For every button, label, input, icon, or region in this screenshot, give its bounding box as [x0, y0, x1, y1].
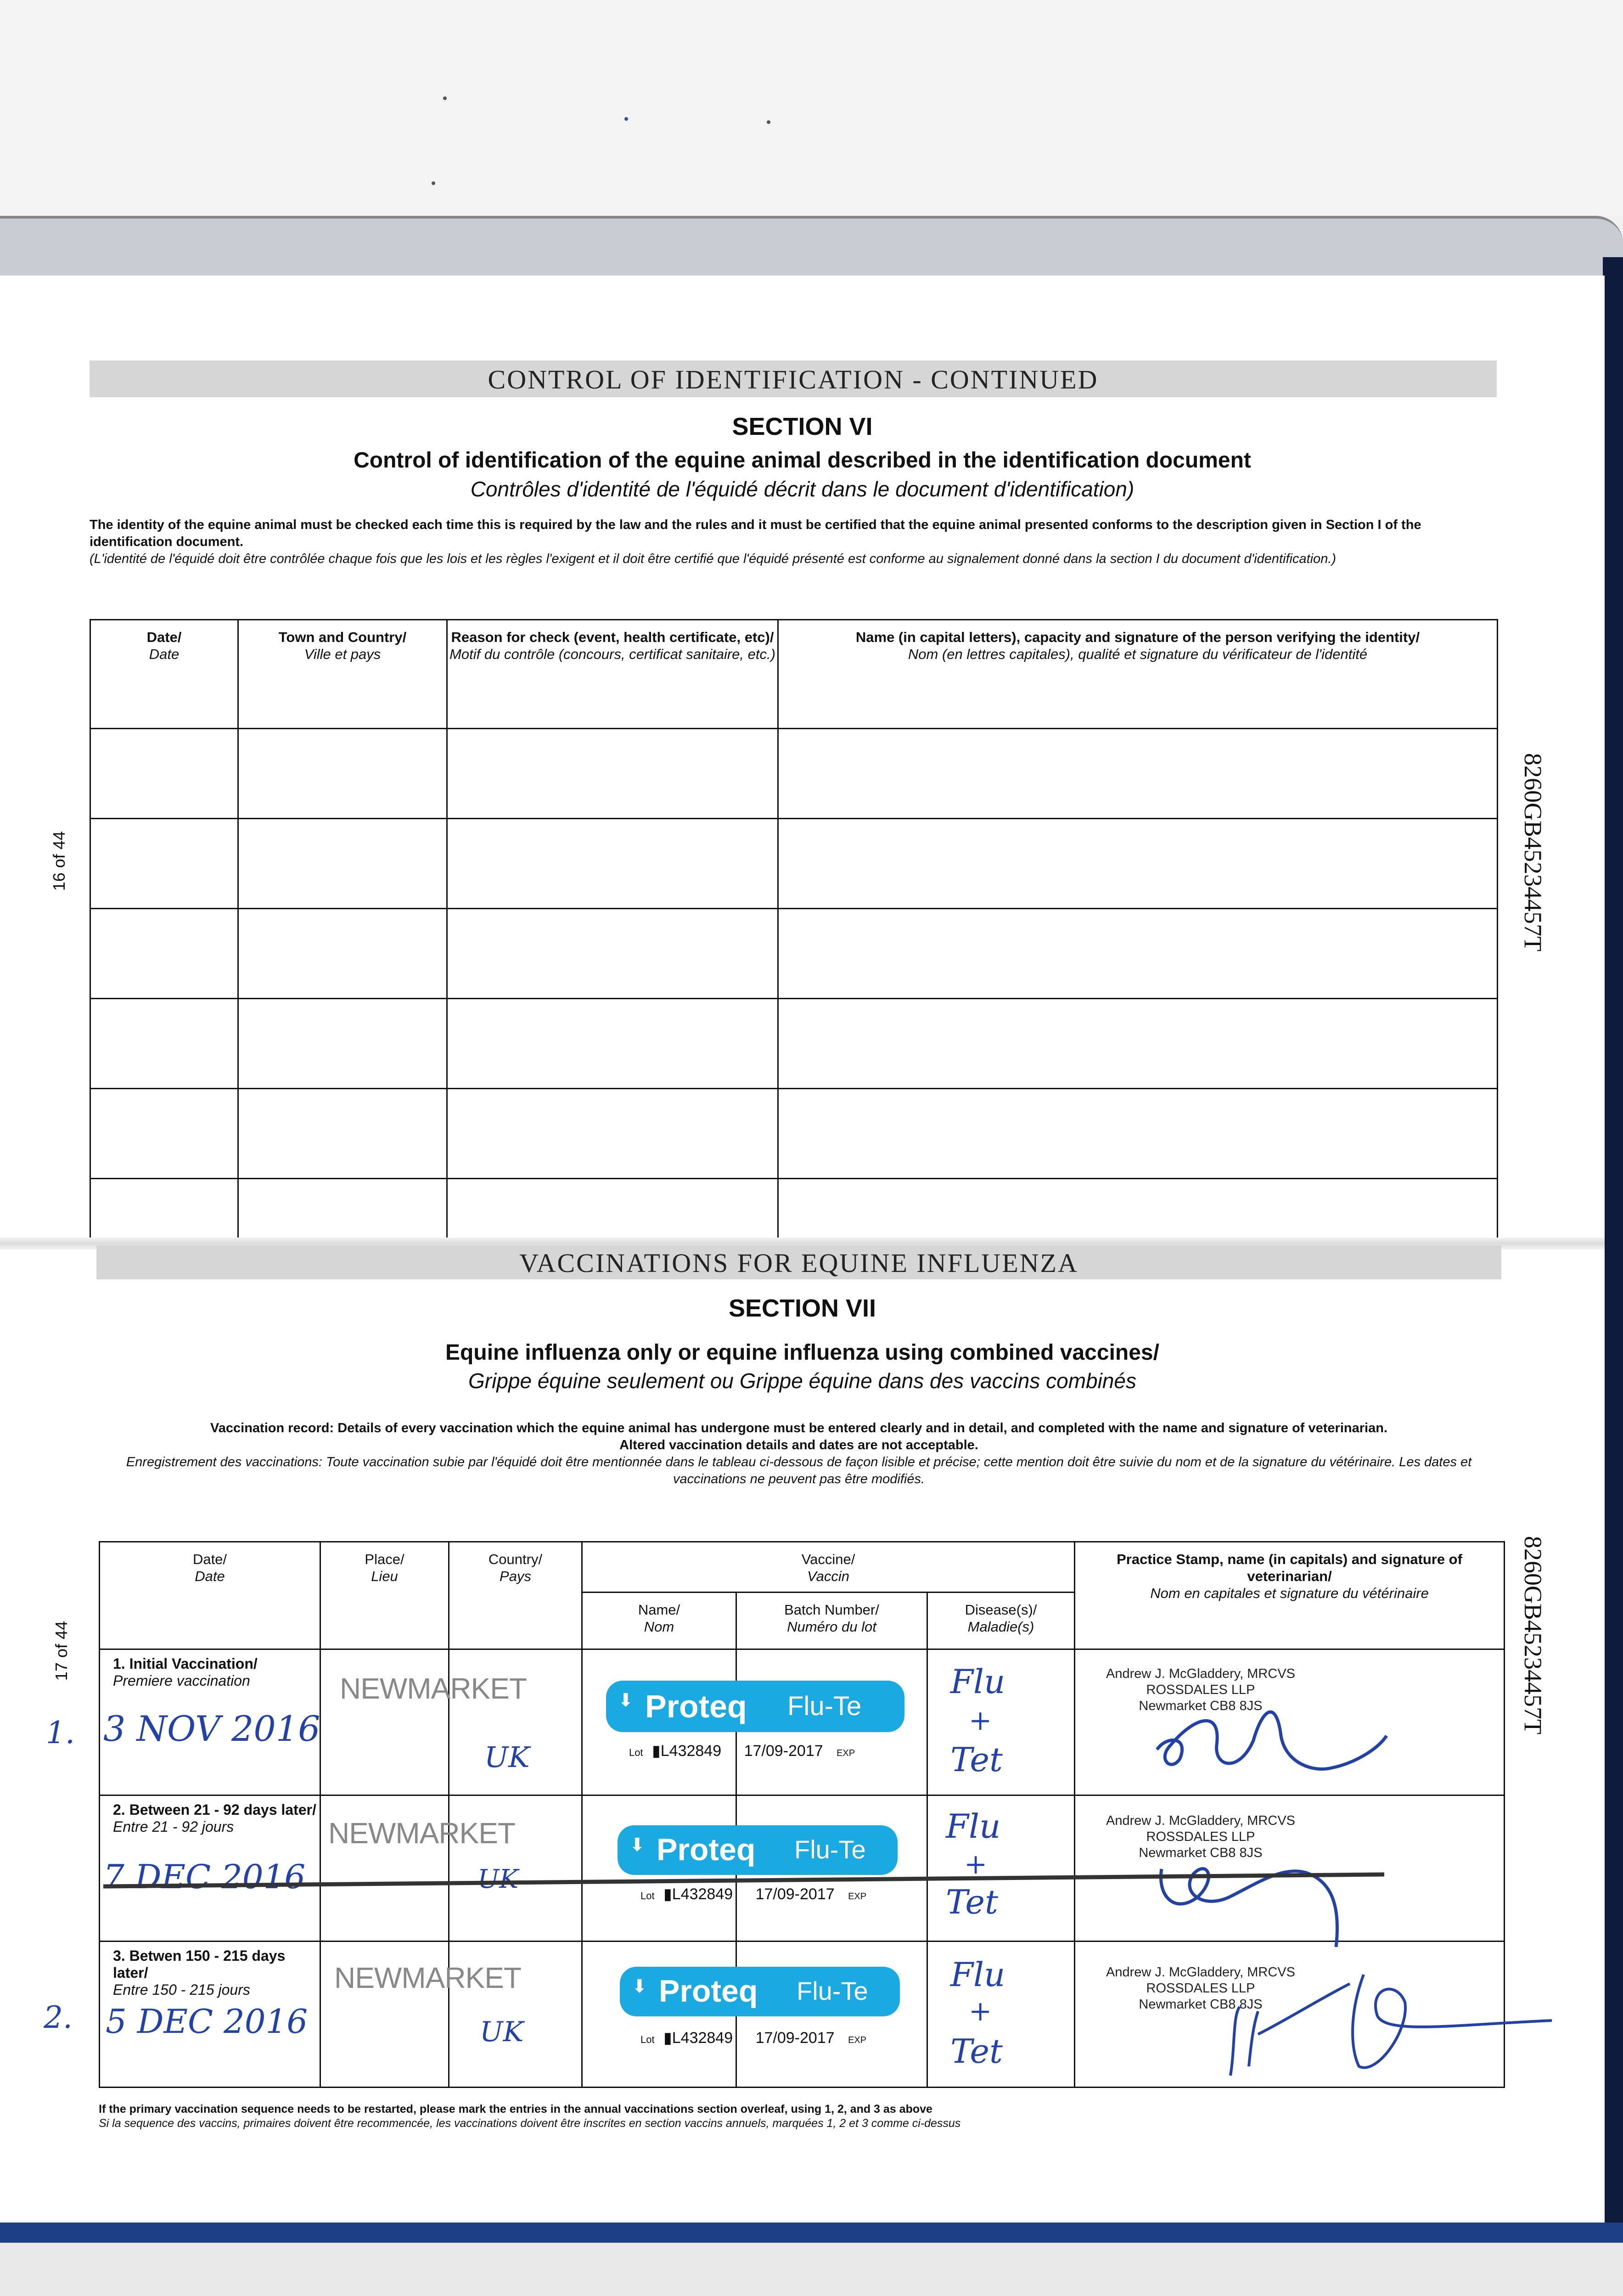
section7-title: Equine influenza only or equine influenza using combined vaccines/ [445, 1340, 1159, 1365]
row-label-cell: 2. Between 21 - 92 days later/ Entre 21 - 92 jours [100, 1795, 320, 1941]
table-header-row [90, 620, 1498, 729]
passport-cover-edge [1603, 257, 1623, 2232]
vet-stamp-2: Andrew J. McGladdery, MRCVS ROSSDALES LLP Newmarket CB8 8JS [1106, 1813, 1296, 1860]
handwritten-country-2: UK [477, 1864, 519, 1894]
passport-cover-bottom [0, 2223, 1623, 2243]
empty-cell[interactable] [238, 1179, 447, 1238]
empty-cell[interactable] [238, 909, 447, 999]
scan-background [0, 0, 1623, 216]
row-label-cell: 1. Initial Vaccination/ Premiere vaccination [100, 1649, 320, 1795]
margin-note-1: 1. [46, 1715, 75, 1750]
section6-title: Control of identification of the equine animal described in the identification document [354, 448, 1251, 473]
section6-notice-fr: (L'identité de l'équidé doit être contrôlée chaque fois que les lois et les règles l'exigent et il doit être certifié que l'équidé présenté est conforme au signalement donné dans la section I du document d'identification.) [90, 551, 1337, 566]
vax-col-disease-header: Disease(s)/ Maladie(s) [927, 1593, 1075, 1649]
empty-cell[interactable] [90, 999, 238, 1089]
row-label-cell: 3. Betwen 150 - 215 days later/ Entre 150 - 215 jours [100, 1941, 320, 2088]
scan-speck [432, 181, 435, 185]
empty-cell[interactable] [778, 729, 1498, 819]
table-row [90, 729, 1498, 819]
vax-col-name-header: Name/ Nom [582, 1593, 736, 1649]
syringe-icon: ⬇ [629, 1835, 645, 1855]
batch-label-1: Lot ▮L432849 17/09-2017 EXP [629, 1742, 855, 1760]
page-number-16: 16 of 44 [50, 831, 68, 891]
vax-col-place-header: Place/ Lieu [320, 1542, 449, 1649]
footnote-fr: Si la sequence des vaccins, primaires doivent être recommencée, les vaccinations doivent être inscrites en section vaccins annuels, marquées 1, 2 et 3 comme ci-dessus [99, 2117, 961, 2130]
disease-1b: + [969, 1705, 992, 1737]
vaccine-label-1 [606, 1681, 904, 1732]
col-verifier-header: Name (in capital letters), capacity and signature of the person verifying the identity/ Nom (en lettres capitales), qualité et signature du vérificateur de l'identité [778, 620, 1498, 729]
table-row [90, 999, 1498, 1089]
table-header-row [100, 1542, 1505, 1593]
empty-cell[interactable] [778, 909, 1498, 999]
vet-signature-1 [1139, 1681, 1423, 1786]
handwritten-country-1: UK [484, 1740, 530, 1774]
disease-1a: Flu [950, 1662, 1005, 1701]
col-town-header: Town and Country/ Ville et pays [238, 620, 447, 729]
section7-footnote [99, 2102, 1522, 2131]
empty-cell[interactable] [778, 999, 1498, 1089]
section7-banner-text: VACCINATIONS FOR EQUINE INFLUENZA [519, 1248, 1078, 1278]
vet-signature-2 [1148, 1841, 1387, 1952]
empty-cell[interactable] [90, 909, 238, 999]
margin-note-2: 2. [44, 2000, 73, 2035]
vet-signature-3 [1212, 1956, 1561, 2094]
passport-number-top: 8260GB45234457T [1519, 753, 1547, 951]
handwritten-date-2: 7 DEC 2016 [103, 1857, 306, 1896]
section7-record-notice [96, 1420, 1501, 1488]
section6-notice [90, 517, 1497, 568]
table-row [90, 909, 1498, 999]
batch-label-2: Lot ▮L432849 17/09-2017 EXP [640, 1885, 867, 1903]
disease-2a: Flu [946, 1807, 1001, 1846]
disease-2c: Tet [946, 1883, 998, 1921]
vet-stamp-1: Andrew J. McGladdery, MRCVS ROSSDALES LLP Newmarket CB8 8JS [1106, 1666, 1296, 1713]
empty-cell[interactable] [238, 999, 447, 1089]
section6-banner-text: CONTROL OF IDENTIFICATION - CONTINUED [488, 365, 1099, 394]
identity-check-table [90, 619, 1498, 1239]
empty-cell[interactable] [778, 1089, 1498, 1179]
handwritten-date-3: 5 DEC 2016 [106, 2002, 308, 2041]
section7-heading: SECTION VII [728, 1294, 876, 1322]
disease-1c: Tet [950, 1740, 1003, 1779]
record-notice-en-2: Altered vaccination details and dates are not acceptable. [619, 1438, 978, 1452]
vaccine-brand: Proteq [657, 1832, 756, 1867]
empty-cell[interactable] [778, 819, 1498, 909]
section6-title-fr: Contrôles d'identité de l'équidé décrit dans le document d'identification) [470, 477, 1134, 501]
vaccine-product: Flu-Te [787, 1691, 862, 1721]
empty-cell[interactable] [90, 729, 238, 819]
scan-speck [443, 96, 447, 100]
empty-cell[interactable] [238, 729, 447, 819]
vax-col-date-header: Date/ Date [100, 1542, 320, 1649]
vax-col-country-header: Country/ Pays [449, 1542, 582, 1649]
vaccine-brand: Proteq [659, 1974, 758, 2009]
passport-number-bottom: 8260GB45234457T [1519, 1536, 1547, 1734]
section6-banner [90, 360, 1497, 397]
place-stamp-2: NEWMARKET [328, 1817, 515, 1850]
col-date-header: Date/ Date [90, 620, 238, 729]
col-reason-header: Reason for check (event, health certificate, etc)/ Motif du contrôle (concours, certificat sanitaire, etc.) [447, 620, 778, 729]
handwritten-date-1: 3 NOV 2016 [103, 1708, 320, 1749]
vaccine-label-3 [620, 1967, 900, 2016]
empty-cell[interactable] [90, 1089, 238, 1179]
empty-cell[interactable] [90, 1179, 238, 1238]
footnote-en: If the primary vaccination sequence needs to be restarted, please mark the entries in the annual vaccinations section overleaf, using 1, 2, and 3 as above [99, 2103, 932, 2116]
vax-col-practice-header: Practice Stamp, name (in capitals) and signature of veterinarian/ Nom en capitales et signature du vétérinaire [1075, 1542, 1505, 1649]
empty-cell[interactable] [778, 1179, 1498, 1238]
empty-cell[interactable] [90, 819, 238, 909]
syringe-icon: ⬇ [618, 1690, 634, 1711]
empty-cell[interactable] [238, 1089, 447, 1179]
empty-cell[interactable] [447, 999, 778, 1089]
disease-3a: Flu [950, 1955, 1005, 1994]
disease-3c: Tet [950, 2032, 1003, 2071]
empty-cell[interactable] [447, 1179, 778, 1238]
section6-heading: SECTION VI [732, 413, 873, 440]
empty-cell[interactable] [238, 819, 447, 909]
empty-cell[interactable] [447, 1089, 778, 1179]
batch-label-3: Lot ▮L432849 17/09-2017 EXP [640, 2029, 867, 2047]
scan-speck [767, 120, 770, 124]
vax-col-vaccine-header: Vaccine/ Vaccin [582, 1542, 1075, 1593]
place-stamp-3: NEWMARKET [334, 1961, 521, 1994]
table-row [90, 819, 1498, 909]
place-stamp-1: NEWMARKET [340, 1672, 527, 1705]
table-row [90, 1089, 1498, 1179]
record-notice-en: Vaccination record: Details of every vaccination which the equine animal has undergone must be entered clearly and in detail, and completed with the name and signature of veterinarian. [210, 1421, 1387, 1435]
empty-cell[interactable] [447, 729, 778, 819]
syringe-icon: ⬇ [632, 1976, 647, 1997]
disease-2b: + [964, 1848, 988, 1880]
scan-speck [624, 117, 628, 121]
empty-cell[interactable] [447, 819, 778, 909]
vaccine-product: Flu-Te [794, 1835, 866, 1864]
vax-col-batch-header: Batch Number/ Numéro du lot [736, 1593, 927, 1649]
record-notice-fr: Enregistrement des vaccinations: Toute vaccination subie par l'équidé doit être mentionnée dans le tableau ci-dessous de façon lisible et précise; cette mention doit être suivie du nom et de la signature du vétérinaire. Les dates et vaccinations ne peuvent pas être modifiés. [126, 1455, 1472, 1486]
section7-title-fr: Grippe équine seulement ou Grippe équine dans des vaccins combinés [468, 1369, 1136, 1393]
section7-banner [96, 1245, 1501, 1279]
handwritten-country-3: UK [480, 2016, 524, 2048]
strike-through-line [99, 1864, 1403, 1892]
page-number-17: 17 of 44 [52, 1621, 71, 1681]
vaccine-product: Flu-Te [797, 1976, 868, 2005]
vaccine-brand: Proteq [645, 1688, 747, 1724]
section6-notice-en: The identity of the equine animal must be checked each time this is required by the law and the rules and it must be certified that the equine animal presented conforms to the description given in Section I of the identification document. [90, 518, 1421, 549]
empty-cell[interactable] [447, 909, 778, 999]
disease-3b: + [969, 1995, 992, 2027]
vet-stamp-3: Andrew J. McGladdery, MRCVS ROSSDALES LLP Newmarket CB8 8JS [1106, 1965, 1296, 2012]
scan-background-bottom [0, 2243, 1623, 2296]
table-row [90, 1179, 1498, 1238]
